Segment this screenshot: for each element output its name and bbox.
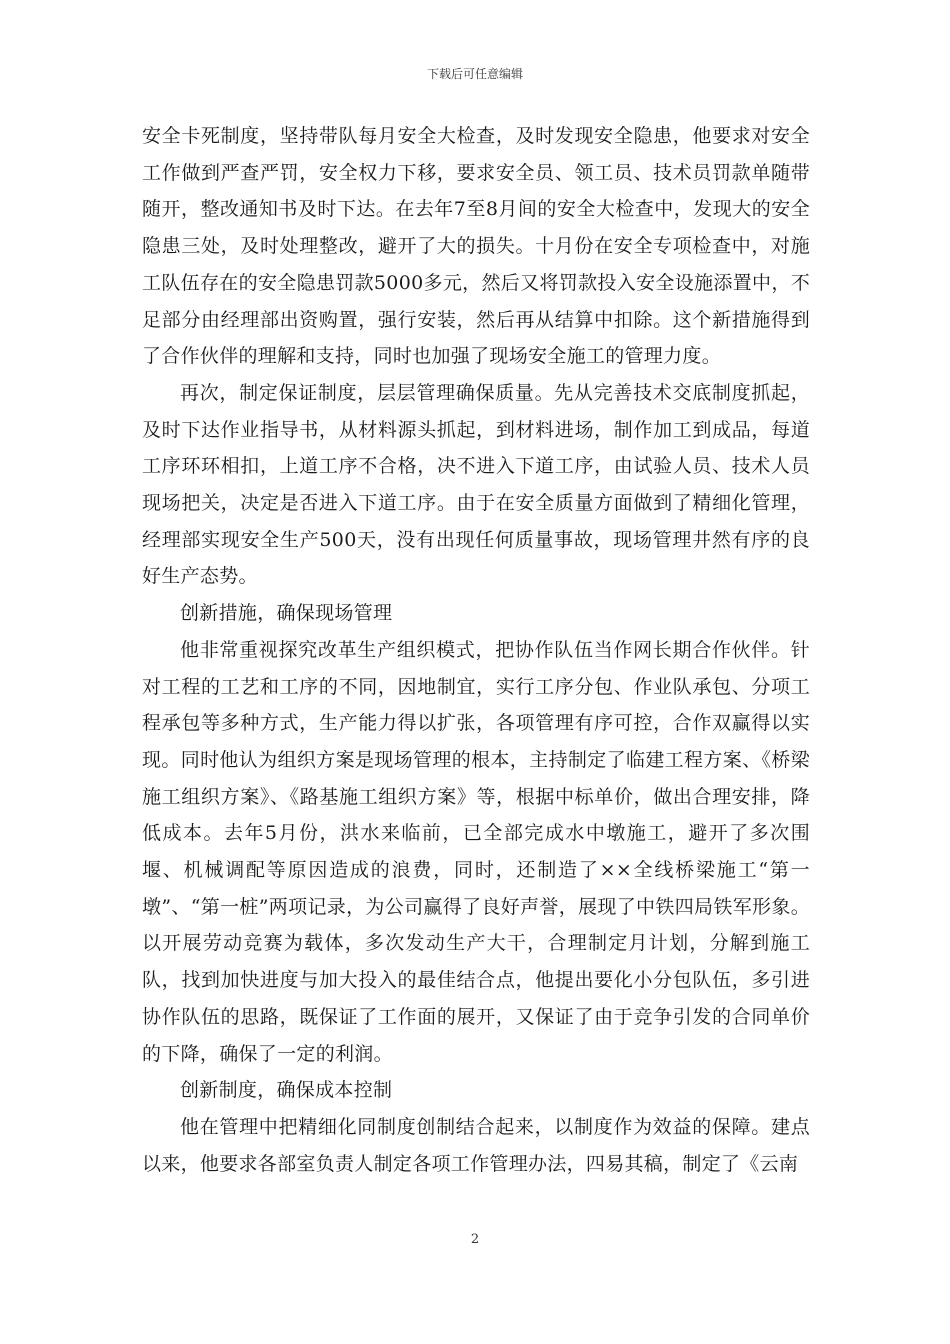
section-heading-site-management: 创新措施，确保现场管理	[180, 602, 393, 625]
paragraph-production-organization: 他非常重视探究改革生产组织模式，把协作队伍当作网长期合作伙伴。针对工程的工艺和工序的不同，因地制宜，实行工序分包、作业队承包、分项工程承包等多种方式，生产能力得以扩张，各项管理有序可控，合作双赢得以实现。同时他认为组织方案是现场管理的根本，主持制定了临建工程方案、《桥梁施工组织方案》、《路基施工组织方案》等，根据中标单价，做出合理安排，降低成本。去年5月份，洪水来临前，已全部完成水中墩施工，避开了多次围堰、机械调配等原因造成的浪费，同时，还制造了××全线桥梁施工“第一墩”、“第一桩”两项记录，为公司赢得了良好声誉，展现了中铁四局铁军形象。以开展劳动竞赛为载体，多次发动生产大干，合理制定月计划，分解到施工队，找到加快进度与加大投入的最佳结合点，他提出要化小分包队伍，多引进协作队伍的思路，既保证了工作面的展开，又保证了由于竞争引发的合同单价的下降，确保了一定的利润。	[142, 638, 810, 1065]
section-heading-cost-control: 创新制度，确保成本控制	[180, 1079, 393, 1102]
page-header: 下载后可任意编辑	[426, 67, 523, 81]
paragraph-safety-continuation: 安全卡死制度，坚持带队每月安全大检查，及时发现安全隐患，他要求对安全工作做到严查严罚，安全权力下移，要求安全员、领工员、技术员罚款单随带随开，整改通知书及时下达。在去年7至8月间的安全大检查中，发现大的安全隐患三处，及时处理整改，避开了大的损失。十月份在安全专项检查中，对施工队伍存在的安全隐患罚款5000多元，然后又将罚款投入安全设施添置中，不足部分由经理部出资购置，强行安装，然后再从结算中扣除。这个新措施得到了合作伙伴的理解和支持，同时也加强了现场安全施工的管理力度。	[142, 125, 810, 368]
page-number: 2	[470, 1232, 480, 1247]
paragraph-refined-management: 他在管理中把精细化同制度创制结合起来，以制度作为效益的保障。建点以来，他要求各部室负责人制定各项工作管理办法，四易其稿，制定了《云南	[142, 1115, 810, 1175]
document-body	[142, 118, 810, 1182]
paragraph-quality-system: 再次，制定保证制度，层层管理确保质量。先从完善技术交底制度抓起，及时下达作业指导书，从材料源头抓起，到材料进场，制作加工到成品，每道工序环环相扣，上道工序不合格，决不进入下道工序，由试验人员、技术人员现场把关，决定是否进入下道工序。由于在安全质量方面做到了精细化管理，经理部实现安全生产500天，没有出现任何质量事故，现场管理井然有序的良好生产态势。	[142, 381, 810, 588]
